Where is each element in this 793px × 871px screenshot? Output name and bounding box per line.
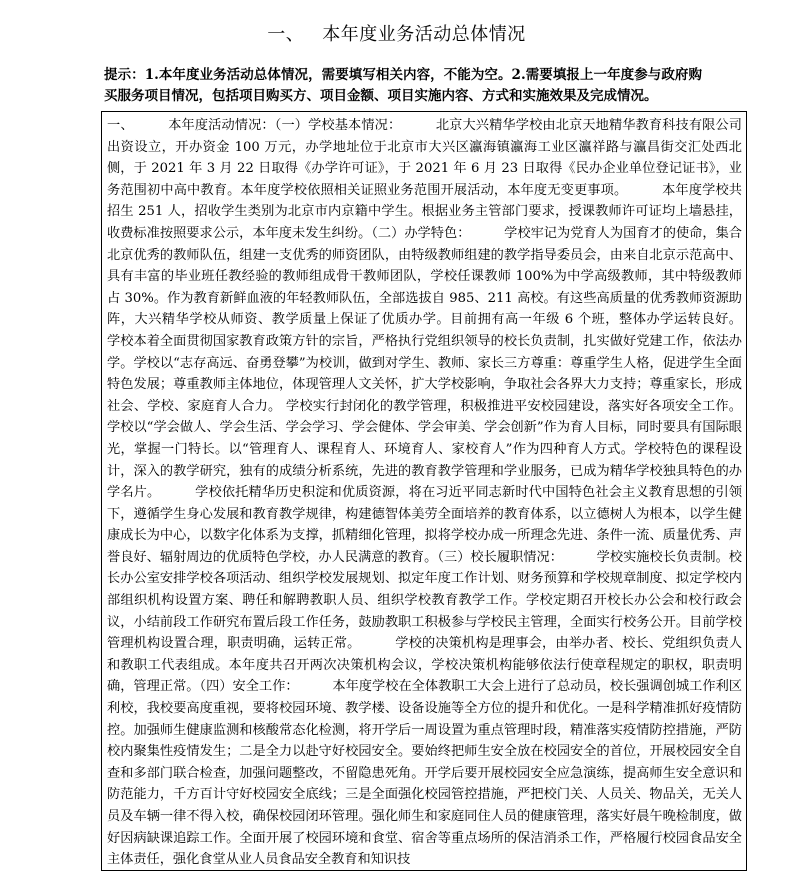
content-box xyxy=(101,111,776,871)
section-number: 一、 xyxy=(267,24,305,45)
section-title xyxy=(0,20,793,46)
notice-text: 提示：1.本年度业务活动总体情况，需要填写相关内容，不能为空。2.需要填报上一年度参与政府购买服务项目情况，包括项目购买方、项目金额、项目实施内容、方式和实施效果及完成情况。 xyxy=(104,67,702,104)
section-title-text: 本年度业务活动总体情况 xyxy=(322,24,526,45)
activity-content: 一、 本年度活动情况：（一）学校基本情况： 北京大兴精华学校由北京天地精华教育科技有限公司出资设立，开办资金 100 万元，办学地址位于北京市大兴区瀛海镇瀛海工业区瀛祥路与瀛昌街交汇处西北侧，于 2021 年 3 月 22 日取得《办学许可证》，于 2021 年 6 月 23 日取得《民办企业单位登记证书》，业务范围初中高中教育。本年度学校依照相关证照业务范围开展活动，本年度无变更事项。 本年度学校共招生 251 人，招收学生类别为北京市内京籍中学生。根据业务主管部门要求，授课教师许可证均上墙悬挂，收费标准按照要求公示，本年度未发生纠纷。（二）办学特色： 学校牢记为党育人为国育才的使命，集合北京优秀的教师队伍，组建一支优秀的师资团队，由特级教师组建的教学指导委员会，由来自北京示范高中、具有丰富的毕业班任教经验的教师组成骨干教师团队，学校任课教师 100%为中学高级教师，其中特级教师占 30%。作为教育新鲜血液的年轻教师队伍，全部选拔自 985、211 高校。有这些高质量的优秀教师资源助阵，大兴精华学校从师资、教学质量上保证了优质办学。目前拥有高一年级 6 个班，整体办学运转良好。 学校本着全面贯彻国家教育政策方针的宗旨，严格执行党组织领导的校长负责制，扎实做好党建工作，依法办学。学校以“志存高远、奋勇登攀”为校训，做到对学生、教师、家长三方尊重：尊重学生人格，促进学生全面特色发展；尊重教师主体地位，体现管理人文关怀，扩大学校影响，争取社会各界大力支持；尊重家长，形成社会、学校、家庭育人合力。 学校实行封闭化的教学管理，积极推进平安校园建设，落实好各项安全工作。学校以“学会做人、学会生活、学会学习、学会健体、学会审美、学会创新”作为育人目标，同时要具有国际眼光，掌握一门特长。以“管理育人、课程育人、环境育人、家校育人”作为四种育人方式。学校特色的课程设计，深入的教学研究，独有的成绩分析系统，先进的教育教学管理和学业服务，已成为精华学校独具特色的办学名片。 学校依托精华历史积淀和优质资源，将在习近平同志新时代中国特色社会主义教育思想的引领下，遵循学生身心发展和教育教学规律，构建德智体美劳全面培养的教育体系，以立德树人为根本，以学生健康成长为中心，以数字化体系为支撑，抓精细化管理，拟将学校办成一所理念先进、条件一流、质量优秀、声誉良好、辐射周边的优质特色学校，办人民满意的教育。（三）校长履职情况： 学校实施校长负责制。校长办公室安排学校各项活动、组织学校发展规划、拟定年度工作计划、财务预算和学校规章制度、拟定学校内部组织机构设置方案、聘任和解聘教职人员、组织学校教育教学工作。学校定期召开校长办公会和校行政会议，小结前段工作研究布置后段工作任务，鼓励教职工积极参与学校民主管理，全面实行校务公开。目前学校管理机构设置合理，职责明确，运转正常。 学校的决策机构是理事会，由举办者、校长、党组织负责人和教职工代表组成。本年度共召开两次决策机构会议，学校决策机构能够依法行使章程规定的职权，职责明确，管理正常。（四）安全工作： 本年度学校在全体教职工大会上进行了总动员，校长强调创城工作利区利校，我校要高度重视，要将校园环境、教学楼、设备设施等全方位的提升和优化。一是科学精准抓好疫情防控。加强师生健康监测和核酸常态化检测，将开学后一周设置为重点管理时段，精准落实疫情防控措施，严防校内聚集性疫情发生；二是全力以赴守好校园安全。要始终把师生安全放在校园安全的首位，开展校园安全自查和多部门联合检查，加强问题整改，不留隐患死角。开学后要开展校园安全应急演练，提高师生安全意识和防范能力，千方百计守好校园安全底线；三是全面强化校园管控措施，严把校门关、人员关、物品关，无关人员及车辆一律不得入校，确保校园闭环管理。强化师生和家庭同住人员的健康管理，落实好晨午晚检制度，做好因病缺课追踪工作。全面开展了校园环境和食堂、宿舍等重点场所的保洁消杀工作，严格履行校园食品安全主体责任，强化食堂从业人员食品安全教育和知识技 xyxy=(107,118,776,868)
